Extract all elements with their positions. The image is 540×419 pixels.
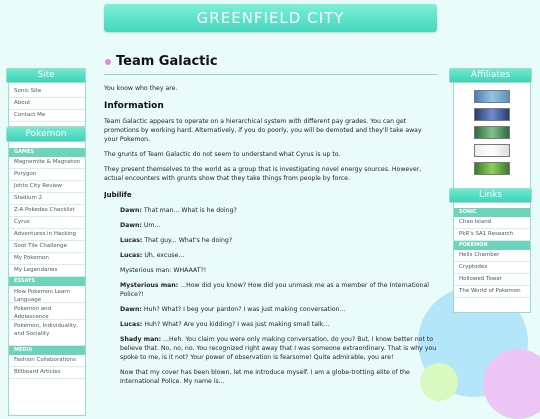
affiliates-heading: Affiliates: [449, 68, 532, 83]
line-text: Uh, excuse...: [142, 252, 185, 259]
speaker: Shady man:: [120, 336, 162, 343]
links-nav-list: [454, 208, 530, 298]
line-text: Mysterious man: WHAAAT?!: [120, 267, 207, 274]
nav-item-stadium-2[interactable]: Stadium 2: [9, 193, 85, 205]
category-media: MEDIA: [9, 346, 85, 355]
nav-item-cyrus[interactable]: Cyrus: [9, 217, 85, 229]
nav-item-sonic-site[interactable]: Sonic Site: [9, 86, 85, 98]
dialogue-line: [104, 320, 437, 329]
page-title: Team Galactic: [116, 54, 218, 69]
dialogue-line: [104, 206, 437, 215]
category-sonic: SONIC: [454, 208, 530, 217]
nav-item-za-pokedex-checklist[interactable]: Z-A Pokedex Checklist: [9, 205, 85, 217]
dialogue-line: [104, 236, 437, 245]
affiliates-panel: [453, 75, 531, 190]
link-cryptodex[interactable]: Cryptodex: [454, 262, 530, 274]
speaker: Lucas:: [120, 321, 143, 328]
category-pokemon: POKEMON: [454, 241, 530, 250]
affiliate-badge-4[interactable]: [474, 144, 510, 157]
link-world-of-pokemon[interactable]: The World of Pokemon: [454, 286, 530, 298]
dialogue-line: [104, 281, 437, 299]
link-hollowed-tower[interactable]: Hollowed Tower: [454, 274, 530, 286]
nav-item-magnemite[interactable]: Magnemite & Magneton: [9, 157, 85, 169]
subheading-jubilife: Jubilife: [104, 191, 132, 199]
pokemon-panel-heading: Pokemon: [6, 127, 86, 142]
site-header: [0, 0, 540, 38]
section-heading-information: Information: [104, 101, 164, 111]
dialogue-line: [104, 335, 437, 362]
line-text: Huh? What? I beg your pardon? I was just making conversation...: [141, 306, 346, 313]
nav-item-billboard-articles[interactable]: Billboard Articles: [9, 367, 85, 379]
nav-item-pokemon-and-adolescence[interactable]: Pokemon and Adolescence: [9, 303, 85, 320]
affiliate-badge-2[interactable]: [474, 108, 510, 121]
title-bullet-icon: [105, 59, 111, 65]
affiliate-badge-1[interactable]: [474, 90, 510, 103]
dialogue-trailing: Now that my cover has been blown, let me introduce myself. I am a globe-trotting elite of the International Police. My name is...: [120, 369, 410, 385]
dialogue-line: [104, 266, 437, 275]
dialogue-line: [104, 221, 437, 230]
nav-item-contact-me[interactable]: Contact Me: [9, 110, 85, 122]
links-panel: [453, 195, 531, 313]
link-chao-island[interactable]: Chao Island: [454, 217, 530, 229]
line-text: ...How did you know? How did you unmask me as a member of the International Police?!: [120, 282, 429, 298]
speaker: Mysterious man:: [120, 282, 179, 289]
page-title-row: [104, 52, 437, 75]
main-content: [104, 52, 437, 405]
intro-text: You know who they are.: [104, 85, 178, 92]
decorative-bubble-pink: [483, 349, 540, 419]
nav-item-how-pokemon-learn-language[interactable]: How Pokemon Learn Language: [9, 286, 85, 303]
site-panel-heading: Site: [6, 68, 86, 83]
line-text: That man... What is he doing?: [141, 207, 237, 214]
nav-item-soot-tile-challenge[interactable]: Soot Tile Challenge: [9, 241, 85, 253]
nav-item-my-pokemon[interactable]: My Pokemon: [9, 253, 85, 265]
speaker: Dawn:: [120, 222, 142, 229]
speaker: Lucas:: [120, 237, 143, 244]
category-games: GAMES: [9, 148, 85, 157]
paragraph-2: The grunts of Team Galactic do not seem to understand what Cyrus is up to.: [104, 151, 341, 158]
speaker: Dawn:: [120, 207, 142, 214]
site-title: GREENFIELD CITY: [196, 9, 345, 27]
dialogue-line: [104, 251, 437, 260]
nav-item-fashion-collaborations[interactable]: Fashion Collaborations: [9, 355, 85, 367]
line-text: Huh? What? Are you kidding? I was just making small talk...: [142, 321, 330, 328]
paragraph-3: They present themselves to the world as a group that is investigating novel energy sources. However, actual encounters with grunts show that they take things from people by force.: [104, 166, 422, 182]
nav-item-johto-city-review[interactable]: Johto City Review: [9, 181, 85, 193]
nav-item-adventures-in-hacking[interactable]: Adventures in Hacking: [9, 229, 85, 241]
nav-item-porygon[interactable]: Porygon: [9, 169, 85, 181]
dialogue-line: [104, 305, 437, 314]
category-essays: ESSAYS: [9, 277, 85, 286]
link-pkr-sa1-research[interactable]: PkR's SA1 Research: [454, 229, 530, 241]
nav-item-about[interactable]: About: [9, 98, 85, 110]
nav-item-pokemon-individuality-sociality[interactable]: Pokémon, Individuality, and Sociality: [9, 320, 85, 346]
pokemon-panel: [8, 134, 86, 416]
site-title-banner[interactable]: [104, 4, 437, 32]
line-text: Um...: [141, 222, 161, 229]
site-nav-list: [9, 86, 85, 122]
nav-item-my-legendaries[interactable]: My Legendaries: [9, 265, 85, 277]
paragraph-1: Team Galactic appears to operate on a hierarchical system with different pay grades. You can get promotions by working hard. Alternatively, if you do poorly, you will be demoted and they'll take away your Pokemon.: [104, 118, 422, 143]
speaker: Lucas:: [120, 252, 143, 259]
affiliate-badges: [454, 76, 530, 175]
affiliate-badge-3[interactable]: [474, 126, 510, 139]
line-text: ...Heh. You claim you were only making conversation, do you? But, I know better not to believe that. No, no, no. You recognized right away that I was someone extraordinary. That is why you spoke to me, is it not? Your power of observation is fearsome! Quite admirable, you are!: [120, 336, 437, 361]
links-heading: Links: [449, 188, 532, 203]
link-hells-chamber[interactable]: Hells Chamber: [454, 250, 530, 262]
speaker: Dawn:: [120, 306, 142, 313]
line-text: That guy... What's he doing?: [142, 237, 233, 244]
pokemon-nav-list: [9, 148, 85, 379]
affiliate-badge-5[interactable]: [474, 162, 510, 175]
